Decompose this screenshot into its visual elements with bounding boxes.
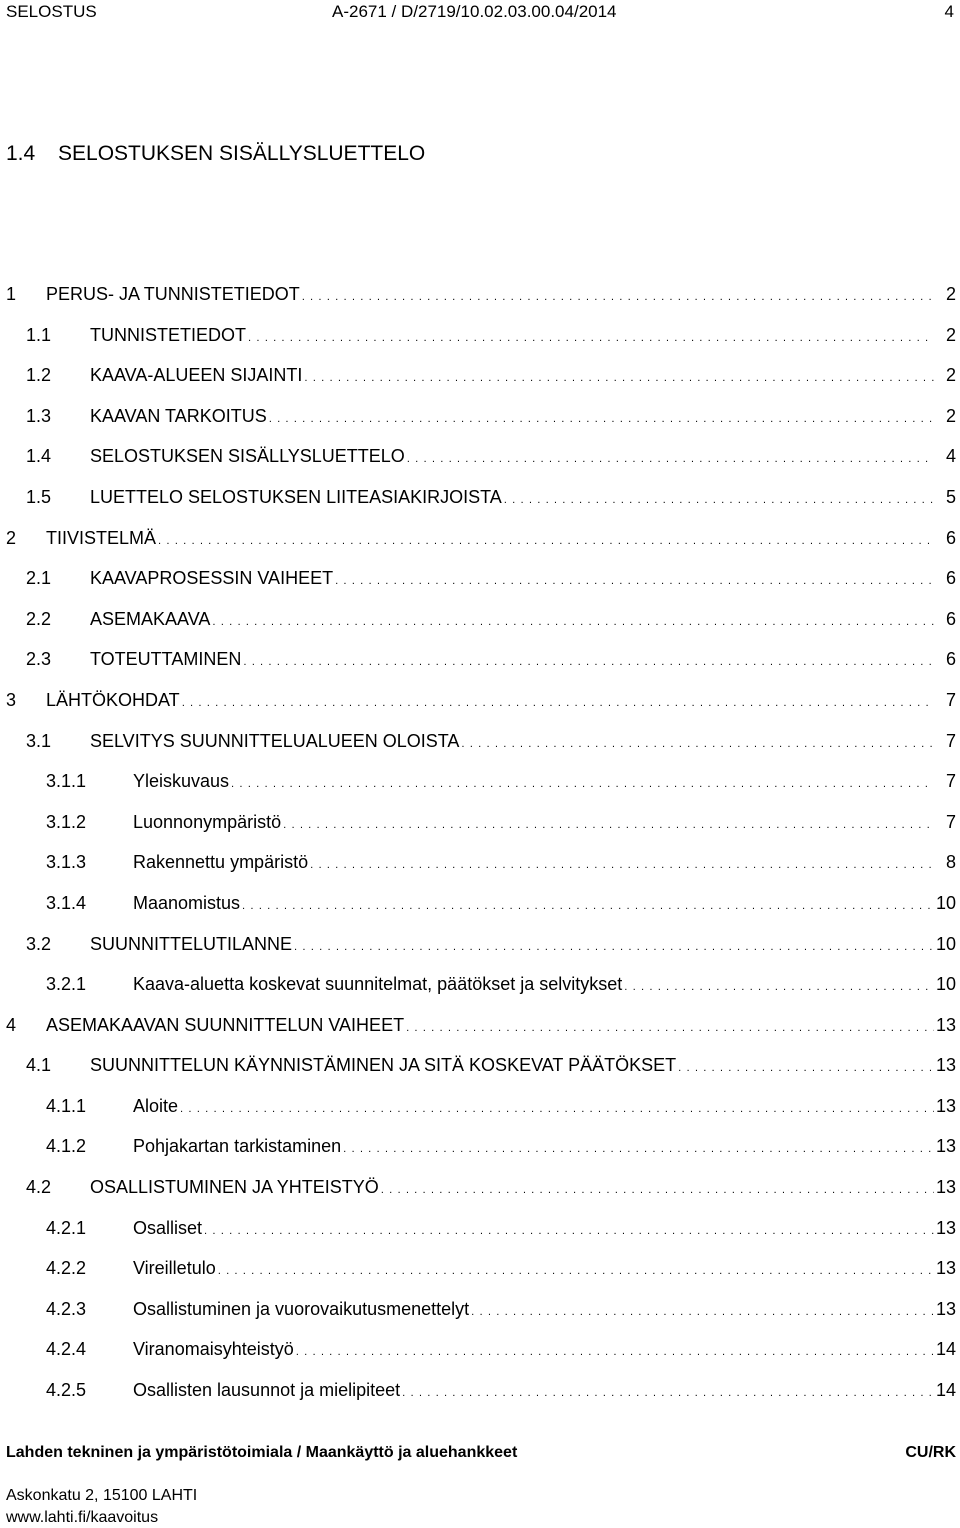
toc-entry-page: 7 [945,689,956,710]
toc-dot-leader [243,643,934,684]
toc-entry[interactable] [0,1289,960,1330]
toc-entry-label: Aloite [133,1095,179,1116]
toc-entry-number: 4.2.3 [46,1298,87,1319]
toc-dot-leader [231,765,934,806]
toc-entry-number: 4.2.5 [46,1380,87,1401]
toc-entry-number: 2.2 [26,608,52,629]
toc-entry-line [133,1289,956,1334]
toc-entry-label: LÄHTÖKOHDAT [46,689,180,710]
toc-entry[interactable] [0,761,960,802]
toc-entry-page: 6 [945,527,956,548]
toc-entry-label: Rakennettu ympäristö [133,852,309,873]
toc-entry-number: 3.2 [26,933,52,954]
toc-entry-number: 1.1 [26,324,52,345]
toc-entry-label: SELOSTUKSEN SISÄLLYSLUETTELO [90,446,405,467]
toc-entry-label: Yleiskuvaus [133,771,230,792]
toc-entry-number: 1.4 [26,446,52,467]
document-reference: A-2671 / D/2719/10.02.03.00.04/2014 [332,2,617,21]
toc-entry-line [90,477,956,522]
toc-dot-leader [504,481,934,522]
toc-dot-leader [242,887,934,928]
toc-entry-page: 2 [945,324,956,345]
toc-entry[interactable] [0,355,960,396]
toc-entry-line [90,599,956,644]
toc-entry-line [90,315,956,360]
toc-entry[interactable] [0,802,960,843]
toc-entry-page: 5 [945,486,956,507]
toc-entry-line [133,1086,956,1131]
toc-entry[interactable] [0,1086,960,1127]
toc-entry-label: SUUNNITTELUN KÄYNNISTÄMINEN JA SITÄ KOSKEVAT PÄÄTÖKSET [90,1055,677,1076]
section-heading [6,140,425,168]
toc-entry-number: 2.1 [26,568,52,589]
toc-entry[interactable] [0,964,960,1005]
toc-entry-label: ASEMAKAAVA [90,608,211,629]
toc-entry[interactable] [0,396,960,437]
page-header [0,0,960,24]
toc-entry-number: 4.1 [26,1055,52,1076]
toc-entry-label: KAAVAPROSESSIN VAIHEET [90,568,334,589]
toc-dot-leader [296,1333,934,1374]
toc-entry-label: PERUS- JA TUNNISTETIEDOT [46,284,300,304]
toc-dot-leader [180,1090,934,1131]
toc-entry-line [133,1126,956,1171]
toc-entry[interactable] [0,518,960,559]
toc-entry-page: 4 [945,446,956,467]
toc-entry-label: Pohjakartan tarkistaminen [133,1136,342,1157]
toc-entry-line [90,355,956,400]
toc-entry-number: 1 [6,284,17,304]
footer-website: www.lahti.fi/kaavoitus [6,1509,159,1526]
toc-entry-number: 4.2.1 [46,1217,87,1238]
toc-entry-page: 6 [945,568,956,589]
toc-entry[interactable] [0,842,960,883]
toc-entry-number: 3.1.4 [46,892,87,913]
toc-dot-leader [471,1293,934,1334]
toc-entry[interactable] [0,680,960,721]
toc-entry-number: 1.5 [26,486,52,507]
toc-entry-number: 3.1 [26,730,52,751]
toc-entry-label: Vireilletulo [133,1258,216,1279]
toc-entry-label: Osalliset [133,1217,203,1238]
toc-dot-leader [407,440,934,481]
toc-entry-number: 2 [6,527,17,548]
toc-dot-leader [381,1171,934,1212]
toc-dot-leader [310,846,934,887]
toc-entry-line [46,274,956,319]
toc-dot-leader [182,684,934,725]
toc-entry[interactable] [0,1126,960,1167]
toc-entry-page: 13 [935,1055,956,1076]
toc-dot-leader [204,1212,934,1253]
toc-dot-leader [678,1049,934,1090]
toc-entry-number: 2.3 [26,649,52,670]
footer-address: Askonkatu 2, 15100 LAHTI [6,1487,198,1504]
toc-entry-label: ASEMAKAAVAN SUUNNITTELUN VAIHEET [46,1014,405,1035]
toc-entry-line [90,436,956,481]
toc-entry-page: 10 [935,974,956,995]
section-title: SELOSTUKSEN SISÄLLYSLUETTELO [58,142,426,165]
toc-entry-label: LUETTELO SELOSTUKSEN LIITEASIAKIRJOISTA [90,486,502,507]
toc-entry-page: 8 [945,852,956,873]
toc-entry-page: 14 [935,1380,956,1401]
toc-entry-label: TOTEUTTAMINEN [90,649,242,670]
toc-dot-leader [335,562,934,603]
toc-entry-label: Kaava-aluetta koskevat suunnitelmat, päätökset ja selvitykset [133,974,623,995]
page-number: 4 [944,2,954,21]
toc-entry-page: 14 [935,1339,956,1360]
toc-entry-page: 10 [935,933,956,954]
toc-entry-page: 13 [935,1258,956,1279]
toc-entry-line [133,802,956,847]
toc-dot-leader [158,522,934,563]
toc-entry-label: TIIVISTELMÄ [46,527,157,548]
toc-entry-number: 1.3 [26,405,52,426]
document-type: SELOSTUS [6,2,97,21]
toc-dot-leader [294,928,934,969]
toc-entry-number: 4.1.2 [46,1136,87,1157]
table-of-contents [0,274,960,1411]
toc-entry-label: SUUNNITTELUTILANNE [90,933,293,954]
toc-entry[interactable] [0,274,960,315]
toc-entry-line [133,964,956,1009]
toc-entry-line [90,1167,956,1212]
toc-entry-page: 7 [945,811,956,832]
toc-entry-page: 2 [945,405,956,426]
footer-organization: Lahden tekninen ja ympäristötoimiala / Maankäyttö ja aluehankkeet [6,1444,518,1461]
toc-entry-number: 4.2.4 [46,1339,87,1360]
toc-entry-line [133,883,956,928]
toc-dot-leader [302,278,934,319]
toc-entry[interactable] [0,1370,960,1411]
toc-entry-label: Osallistuminen ja vuorovaikutusmenettelyt [133,1298,470,1319]
toc-dot-leader [406,1009,934,1050]
toc-dot-leader [212,603,934,644]
toc-entry-label: Luonnonympäristö [133,811,282,832]
toc-entry-label: Osallisten lausunnot ja mielipiteet [133,1380,401,1401]
toc-entry-page: 13 [935,1217,956,1238]
toc-entry-line [46,680,956,725]
toc-dot-leader [269,400,934,441]
toc-entry-page: 13 [935,1136,956,1157]
toc-entry-line [133,1208,956,1253]
toc-entry-label: SELVITYS SUUNNITTELUALUEEN OLOISTA [90,730,460,751]
toc-entry[interactable] [0,1045,960,1086]
toc-dot-leader [304,359,934,400]
toc-entry-number: 4.2 [26,1177,52,1198]
toc-dot-leader [248,319,934,360]
toc-entry-page: 2 [945,284,956,304]
toc-entry[interactable] [0,639,960,680]
toc-entry-label: KAAVAN TARKOITUS [90,405,267,426]
toc-dot-leader [218,1252,934,1293]
toc-entry-page: 2 [945,365,956,386]
toc-entry-number: 3 [6,689,17,710]
toc-entry-line [90,639,956,684]
toc-entry-page: 6 [945,608,956,629]
toc-entry-line [46,518,956,563]
toc-entry-label: Maanomistus [133,892,241,913]
toc-entry-line [90,396,956,441]
toc-entry[interactable] [0,1005,960,1046]
toc-entry[interactable] [0,558,960,599]
toc-entry-number: 3.1.1 [46,771,87,792]
footer-initials: CU/RK [905,1444,956,1461]
toc-entry-number: 1.2 [26,365,52,386]
toc-entry-label: OSALLISTUMINEN JA YHTEISTYÖ [90,1177,379,1198]
toc-entry-number: 4.2.2 [46,1258,87,1279]
toc-entry-line [46,1005,956,1050]
toc-entry-number: 4 [6,1014,17,1035]
toc-dot-leader [461,725,934,766]
toc-entry-line [90,721,956,766]
toc-entry-page: 7 [945,730,956,751]
toc-entry-line [133,1248,956,1293]
toc-dot-leader [283,806,934,847]
page-footer [6,1444,956,1468]
toc-entry-page: 6 [945,649,956,670]
toc-entry-page: 10 [935,892,956,913]
toc-entry-label: KAAVA-ALUEEN SIJAINTI [90,365,303,386]
toc-entry[interactable] [0,883,960,924]
toc-entry[interactable] [0,315,960,356]
toc-entry-number: 3.1.2 [46,811,87,832]
toc-entry-line [90,1045,956,1090]
toc-entry-page: 13 [935,1095,956,1116]
toc-entry-line [133,842,956,887]
toc-entry-number: 4.1.1 [46,1095,87,1116]
toc-entry-page: 13 [935,1298,956,1319]
toc-entry-number: 3.2.1 [46,974,87,995]
toc-entry[interactable] [0,599,960,640]
toc-entry[interactable] [0,1208,960,1249]
toc-entry[interactable] [0,477,960,518]
toc-entry-line [133,1329,956,1374]
toc-dot-leader [624,968,934,1009]
toc-entry[interactable] [0,1167,960,1208]
toc-entry-line [133,1370,956,1415]
toc-entry[interactable] [0,436,960,477]
toc-entry[interactable] [0,1329,960,1370]
toc-entry-line [133,761,956,806]
toc-entry-line [90,558,956,603]
toc-entry-number: 3.1.3 [46,852,87,873]
toc-entry-page: 7 [945,771,956,792]
toc-entry-label: Viranomaisyhteistyö [133,1339,294,1360]
toc-dot-leader [402,1374,934,1415]
section-number: 1.4 [6,142,36,165]
toc-entry[interactable] [0,1248,960,1289]
toc-entry-line [90,924,956,969]
toc-dot-leader [343,1130,934,1171]
toc-entry[interactable] [0,721,960,762]
toc-entry-page: 13 [935,1177,956,1198]
toc-entry[interactable] [0,924,960,965]
toc-entry-label: TUNNISTETIEDOT [90,324,246,345]
toc-entry-page: 13 [935,1014,956,1035]
